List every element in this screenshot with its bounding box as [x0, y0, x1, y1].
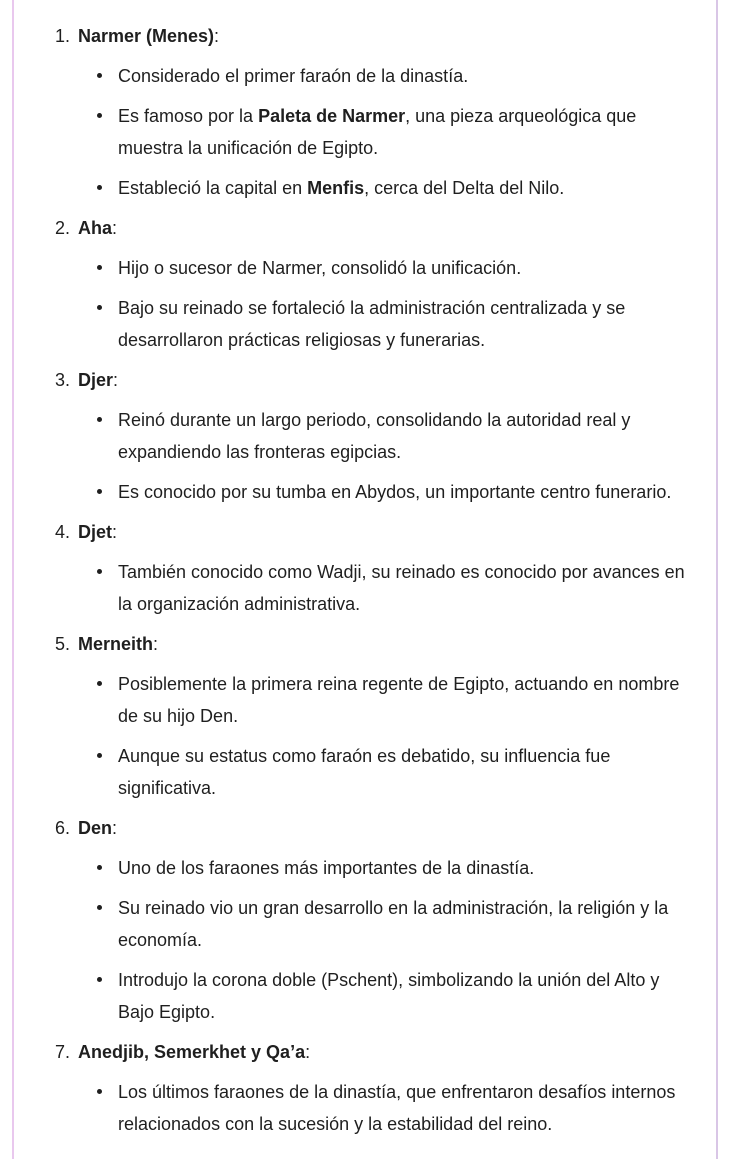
bullet-icon: [97, 681, 102, 686]
list-item: [0, 812, 735, 1028]
item-title-segment: Anedjib, Semerkhet y Qa’a: [78, 1042, 306, 1062]
text-segment: Es famoso por la: [118, 106, 259, 126]
bullet-text: [118, 258, 521, 278]
text-segment: Menfis: [307, 178, 365, 198]
item-heading: [55, 364, 735, 396]
bullet-text: [118, 410, 630, 462]
text-segment: Paleta de Narmer: [258, 106, 406, 126]
text-segment: Considerado el primer faraón de la dinastía.: [118, 66, 469, 86]
item-number: 6.: [55, 818, 71, 838]
bullet-item: [118, 1076, 691, 1140]
bullet-item: [118, 60, 691, 92]
item-number: 4.: [55, 522, 71, 542]
bullet-text: [118, 858, 534, 878]
item-title-segment: :: [112, 522, 118, 542]
item-heading: [55, 20, 735, 52]
bullet-icon: [97, 1089, 102, 1094]
bullet-text: [118, 66, 468, 86]
bullet-item: [118, 476, 691, 508]
list-item: [0, 20, 735, 204]
bullet-icon: [97, 905, 102, 910]
bullet-item: [118, 252, 691, 284]
item-title-segment: Narmer (Menes): [78, 26, 215, 46]
item-title-segment: Merneith: [78, 634, 154, 654]
item-number: 5.: [55, 634, 71, 654]
content-area: [0, 20, 735, 1148]
bullet-text: [118, 898, 668, 950]
item-heading: [55, 812, 735, 844]
text-segment: Los últimos faraones de la dinastía, que enfrentaron desafíos internos relacionados con la sucesión y la estabilidad del reino.: [118, 1082, 676, 1134]
text-segment: Su reinado vio un gran desarrollo en la administración, la religión y la economía.: [118, 898, 669, 950]
item-title-segment: :: [113, 370, 119, 390]
bullet-item: [118, 292, 691, 356]
bullet-icon: [97, 305, 102, 310]
bullet-item: [118, 404, 691, 468]
item-number: 7.: [55, 1042, 71, 1062]
text-segment: Uno de los faraones más importantes de la dinastía.: [118, 858, 535, 878]
item-title-segment: :: [305, 1042, 311, 1062]
item-heading: [55, 516, 735, 548]
bullet-item: [118, 172, 691, 204]
bullet-icon: [97, 753, 102, 758]
item-title-segment: :: [153, 634, 159, 654]
item-title-segment: :: [112, 818, 118, 838]
text-segment: También conocido como Wadji, su reinado es conocido por avances en la organización administrativa.: [118, 562, 685, 614]
item-number: 3.: [55, 370, 71, 390]
bullet-text: [118, 178, 564, 198]
bullet-icon: [97, 569, 102, 574]
bullet-text: [118, 562, 685, 614]
text-segment: , cerca del Delta del Nilo.: [364, 178, 565, 198]
item-number: 1.: [55, 26, 71, 46]
bullet-text: [118, 970, 659, 1022]
bullet-text: [118, 298, 625, 350]
bullet-item: [118, 100, 691, 164]
bullet-text: [118, 674, 679, 726]
bullet-icon: [97, 489, 102, 494]
text-segment: Reinó durante un largo periodo, consolidando la autoridad real y expandiendo las fronteras egipcias.: [118, 410, 631, 462]
bullet-icon: [97, 73, 102, 78]
list-item: [0, 364, 735, 508]
item-title-segment: Den: [78, 818, 113, 838]
bullet-item: [118, 892, 691, 956]
item-title-segment: Djer: [78, 370, 114, 390]
bullet-item: [118, 556, 691, 620]
text-segment: , una pieza arqueológica que muestra la unificación de Egipto.: [118, 106, 637, 158]
bullet-icon: [97, 265, 102, 270]
item-number: 2.: [55, 218, 71, 238]
text-segment: Introdujo la corona doble (Pschent), simbolizando la unión del Alto y Bajo Egipto.: [118, 970, 660, 1022]
bullet-icon: [97, 185, 102, 190]
list-item: [0, 628, 735, 804]
item-heading: [55, 1036, 735, 1068]
bullet-item: [118, 740, 691, 804]
item-heading: [55, 212, 735, 244]
bullet-icon: [97, 977, 102, 982]
bullet-text: [118, 482, 671, 502]
pharaoh-list: [0, 20, 735, 1140]
bullet-item: [118, 668, 691, 732]
list-item: [0, 212, 735, 356]
bullet-item: [118, 964, 691, 1028]
bullet-icon: [97, 113, 102, 118]
text-segment: Estableció la capital en: [118, 178, 308, 198]
bullet-text: [118, 1082, 675, 1134]
list-item: [0, 1036, 735, 1140]
list-item: [0, 516, 735, 620]
item-heading: [55, 628, 735, 660]
text-segment: Bajo su reinado se fortaleció la administración centralizada y se desarrollaron prácticas religiosas y funerarias.: [118, 298, 626, 350]
text-segment: Es conocido por su tumba en Abydos, un importante centro funerario.: [118, 482, 672, 502]
text-segment: Posiblemente la primera reina regente de Egipto, actuando en nombre de su hijo Den.: [118, 674, 680, 726]
item-title-segment: Aha: [78, 218, 113, 238]
item-title-segment: Djet: [78, 522, 113, 542]
bullet-icon: [97, 417, 102, 422]
text-segment: Aunque su estatus como faraón es debatido, su influencia fue significativa.: [118, 746, 611, 798]
bullet-text: [118, 106, 636, 158]
text-segment: Hijo o sucesor de Narmer, consolidó la unificación.: [118, 258, 522, 278]
bullet-item: [118, 852, 691, 884]
bullet-icon: [97, 865, 102, 870]
bullet-text: [118, 746, 610, 798]
item-title-segment: :: [214, 26, 220, 46]
item-title-segment: :: [112, 218, 118, 238]
